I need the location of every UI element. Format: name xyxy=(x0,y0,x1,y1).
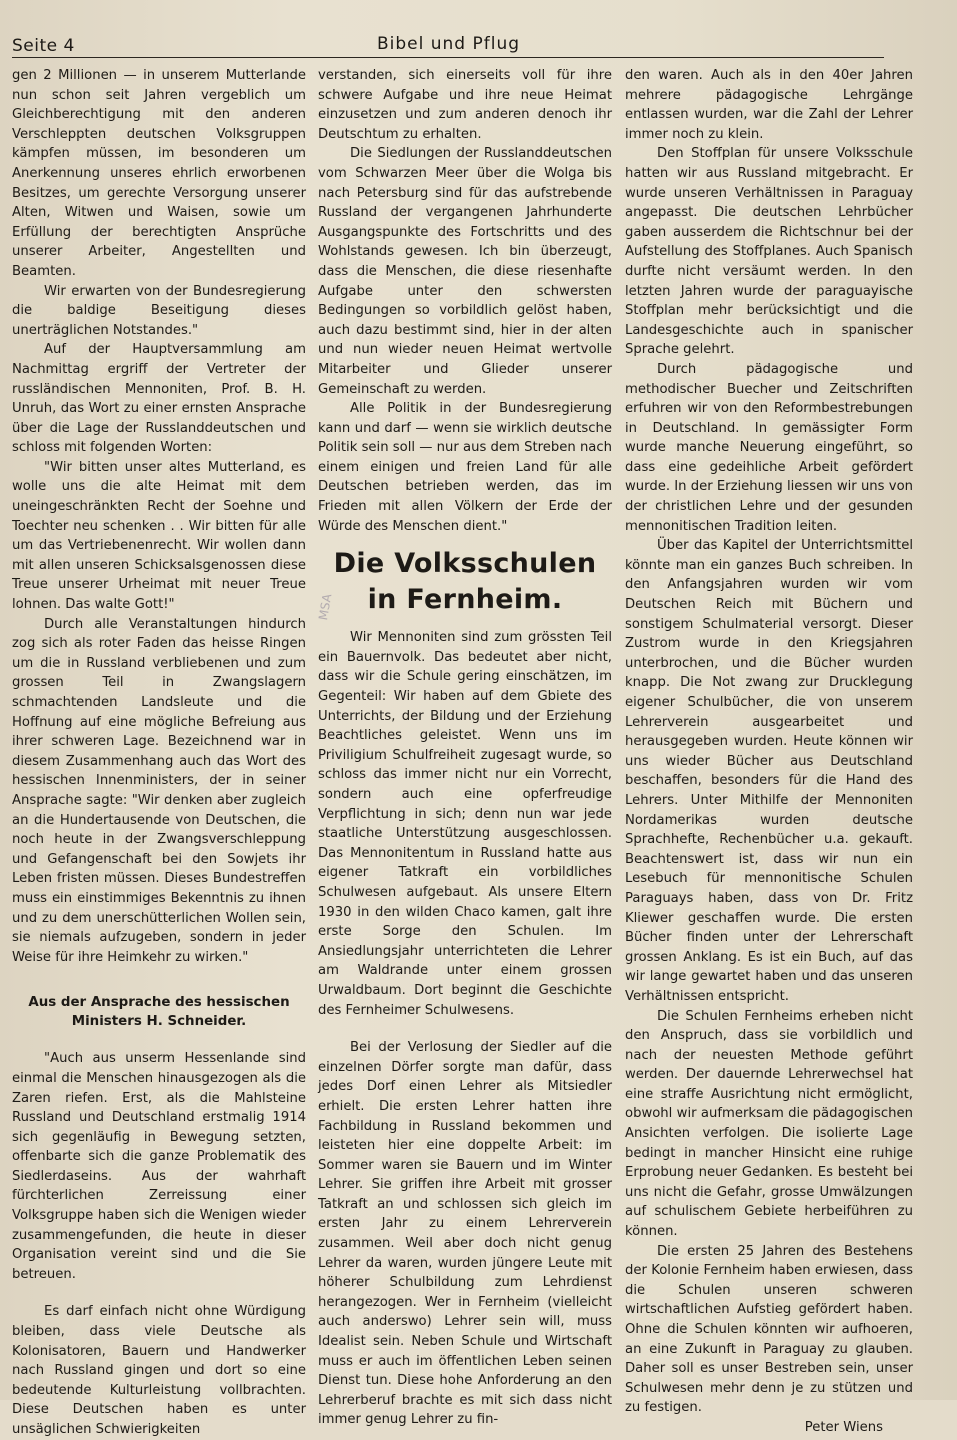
paragraph: Auf der Hauptversammlung am Nachmittag ergriff der Vertreter der russländischen Mennoniten, Prof. B. H. Unruh, das Wort zu einer ernsten Ansprache über die Lage der Russlanddeutschen und schloss mit folgenden Worten: xyxy=(12,342,306,456)
article-headline xyxy=(318,546,612,618)
newspaper-title: Bibel und Pflug xyxy=(377,34,521,54)
archive-stamp: MSA xyxy=(316,592,335,622)
page-header xyxy=(12,34,884,58)
headline-line-1: Die Volksschulen xyxy=(333,548,597,580)
page-number: Seite 4 xyxy=(12,36,75,56)
paragraph: Die Schulen Fernheims erheben nicht den Anspruch, dass sie vorbildlich und nach der neuesten Methode geführt werden. Der dauernde Lehrerwechsel hat eine straffe Ausrichtung nicht ermöglicht, obwohl wir aufmerksam die pädagogischen Ansichten verfolgen. Die isolierte Lage bedingt in mancher Hinsicht eine ruhige Erprobung neuer Gedanken. Es besteht bei uns nicht die Gefahr, grosse Umwälzungen auf schulischem Gebiete herbeiführen zu können. xyxy=(625,1008,913,1240)
paragraph: "Auch aus unserm Hessenlande sind einmal die Menschen hinausgezogen als die Zaren riefen. Erst, als die Mahlsteine Russland und Deutschland erstmalig 1914 sich gegenläufig in Bewegung setzten, offenbarte sich die ganze Problematik des Siedlerdaseins. Aus der wahrhaft fürchterlichen Zerreissung einer Volksgruppe haben sich die Wenigen wieder zusammengefunden, die heute in dieser Organisation vereint sind und die Sie betreuen. xyxy=(12,1051,306,1282)
paragraph: Die ersten 25 Jahren des Bestehens der Kolonie Fernheim haben erwiesen, dass die Schulen unseren schweren wirtschaftlichen Aufstieg gefördert haben. Ohne die Schulen könnten wir aufhoeren, an eine Zukunft in Paraguay zu glauben. Daher soll es unser Bestreben sein, unser Schulwesen mehr denn je zu stützen und zu festigen. xyxy=(625,1243,913,1416)
paragraph: "Wir bitten unser altes Mutterland, es wolle uns die alte Heimat mit dem uneingeschränkten Recht der Soehne und Toechter neu schenken . . Wir bitten für alle um das Vertriebenenrecht. Wir wollen dann mit allen unseren Schicksalsgenossen diese Treue unserer Urheimat mit neuer Treue lohnen. Das walte Gott!" xyxy=(12,459,306,613)
headline-line-2: in Fernheim. xyxy=(367,584,563,616)
column-middle xyxy=(318,66,612,1430)
paragraph: Die Siedlungen der Russlanddeutschen vom Schwarzen Meer über die Wolga bis nach Petersburg sind für das aufstrebende Russland der vergangenen Jahrhunderte Ausgangspunkte des Fortschritts und des Wohlstands gewesen. Ich bin überzeugt, dass die Menschen, die diese riesenhafte Aufgabe unter den schwersten Bedingungen so vorbildlich gelöst haben, auch dazu bestimmt sind, hier in der alten und nun wieder neuen Heimat wertvolle Mitarbeiter und Glieder unserer Gemeinschaft zu werden. xyxy=(318,146,612,397)
paragraph: verstanden, sich einerseits voll für ihre schwere Aufgabe und ihre neue Heimat einzusetzen und zum anderen denoch ihr Deutschtum zu erhalten. xyxy=(318,68,612,142)
author-signature: Peter Wiens xyxy=(804,1419,883,1435)
paragraph: Es darf einfach nicht ohne Würdigung bleiben, dass viele Deutsche als Kolonisatoren, Bauern und Handwerker nach Russland gingen und dort so eine bedeutende Kulturleistung vollbrachten. Diese Deutschen haben es unter unsäglichen Schwierigkeiten xyxy=(12,1304,306,1437)
paragraph: den waren. Auch als in den 40er Jahren mehrere pädagogische Lehrgänge entlassen wurden, war die Zahl der Lehrer immer noch zu klein. xyxy=(625,68,913,142)
paragraph: Den Stoffplan für unsere Volksschule hatten wir aus Russland mitgebracht. Er wurde unseren Verhältnissen in Paraguay angepasst. Die deutschen Lehrbücher gaben ausserdem die Richtschnur bei der Aufstellung des Stoffplanes. Auch Spanisch durfte nicht versäumt werden. In den letzten Jahren wurde der paraguayische Stoffplan mehr berücksichtigt und die Landesgeschichte auch in spanischer Sprache gelehrt. xyxy=(625,146,913,358)
header-rule xyxy=(12,57,884,58)
paragraph: Bei der Verlosung der Siedler auf die einzelnen Dörfer sorgte man dafür, dass jedes Dorf einen Lehrer als Mitsiedler erhielt. Die ersten Lehrer hatten ihre Fachbildung in Russland bekommen und leisteten hier eine doppelte Arbeit: im Sommer waren sie Bauern und im Winter Lehrer. Sie griffen ihre Arbeit mit grosser Tatkraft an und schlossen sich gleich im ersten Jahr zu einem Lehrerverein zusammen. Weil aber doch nicht genug Lehrer da waren, wurden jüngere Leute mit höherer Schulbildung zum Lehrdienst herangezogen. Wer in Fernheim (vielleicht auch anderswo) Lehrer sein will, muss Idealist sein. Neben Schule und Wirtschaft muss er auch im öffentlichen Leben seinen Dienst tun. Diese hohe Anforderung an den Lehrerberuf brachte es mit sich dass nicht immer genug Lehrer zu fin- xyxy=(318,1040,612,1428)
paragraph: Wir erwarten von der Bundesregierung die baldige Beseitigung dieses unerträglichen Notstandes." xyxy=(12,283,306,338)
column-left xyxy=(12,66,306,1440)
paragraph: Alle Politik in der Bundesregierung kann und darf — wenn sie wirklich deutsche Politik sein soll — nur aus dem Streben nach einem einigen und freien Land für alle Deutschen betrieben werden, das im Frieden mit allen Völkern der Erde der Würde des Menschen dient." xyxy=(318,401,612,534)
paragraph: Durch alle Veranstaltungen hindurch zog sich als roter Faden das heisse Ringen um die in Russland verbliebenen und zum grossen Teil in Zwangslagern schmachtenden Landsleute und die Hoffnung auf eine mögliche Befreiung aus ihrer schweren Lage. Bezeichnend war in diesem Zusammenhang auch das Wort des hessischen Innenministers, der in seiner Ansprache sagte: "Wir denken aber zugleich an die Hundertausende von Deutschen, die noch heute in der Zwangsverschleppung und Gefangenschaft bei den Sowjets ihr Leben fristen müssen. Dieses Bundestreffen muss ein einstimmiges Bekenntnis zu ihnen und zu dem unerschütterlichen Wollen sein, sie niemals aufzugeben, sondern in jeder Weise für ihre Heimkehr zu wirken." xyxy=(12,616,306,965)
paragraph: Über das Kapitel der Unterrichtsmittel könnte man ein ganzes Buch schreiben. In den Anfangsjahren wurden wir vom Deutschen Reich mit Büchern und sonstigem Schulmaterial versorgt. Dieser Zustrom wurde in den Kriegsjahren unterbrochen, und die Bücher wurden knapp. Die Not zwang zur Drucklegung eigener Schulbücher, die von unserem Lehrerverein ausgearbeitet und herausgegeben wurden. Heute können wir uns wieder Bücher aus Deutschland beschaffen, besonders für die Hand des Lehrers. Unter Mithilfe der Mennoniten Nordamerikas wurden deutsche Sprachhefte, Rechenbücher u.a. gekauft. Beachtenswert ist, dass wir nun ein Lesebuch für mennonitische Schulen Paraguays haben, dass von Dr. Fritz Kliewer geschaffen wurde. Die ersten Bücher finden unter der Lehrerschaft grossen Anklang. Es ist ein Buch, auf das wir lange gewartet haben und das unseren Verhältnissen entspricht. xyxy=(625,538,913,1004)
paragraph: Durch pädagogische und methodischer Buecher und Zeitschriften erfuhren wir von den Reformbestrebungen in Deutschland. In gemässigter Form wurde manche Neuerung eingeführt, so dass eine gedeihliche Arbeit gefördert wurde. In der Erziehung liessen wir uns von der christlichen Lehre und der gesunden mennonitischen Tradition leiten. xyxy=(625,361,913,534)
section-subheading: Aus der Ansprache des hessischen Ministers H. Schneider. xyxy=(28,995,290,1030)
paragraph: gen 2 Millionen — in unserem Mutterlande nun schon seit Jahren vergeblich um Gleichberechtigung mit den anderen Verschleppten deutschen Volksgruppen kämpfen müssen, im besonderen um Anerkennung unseres ehrlich erworbenen Besitzes, um gerechte Versorgung unserer Alten, Witwen und Waisen, sowie um Erfüllung der berechtigten Ansprüche unserer Arbeiter, Angestellten und Beamten. xyxy=(12,68,306,279)
paragraph: Wir Mennoniten sind zum grössten Teil ein Bauernvolk. Das bedeutet aber nicht, dass wir die Schule gering einschätzen, im Gegenteil: Wir haben auf dem Gbiete des Unterrichts, der Bildung und der Erziehung Beachtliches geleistet. Wenn uns im Priviligium Schulfreiheit zugesagt wurde, so schloss das immer nicht nur ein Vorrecht, sondern auch eine opferfreudige Verpflichtung in sich; denn nun war jede staatliche Unterstützung ausgeschlossen. Das Mennonitentum in Russland hatte aus eigener Tatkraft ein vorbildliches Schulwesen aufgebaut. Als unsere Eltern 1930 in den wilden Chaco kamen, galt ihre erste Sorge den Schulen. Im Ansiedlungsjahr unterrichteten die Lehrer am Waldrande unter einem grossen Urwaldbaum. Dort beginnt die Geschichte des Fernheimer Schulwesens. xyxy=(318,630,612,1018)
column-right xyxy=(625,66,913,1438)
